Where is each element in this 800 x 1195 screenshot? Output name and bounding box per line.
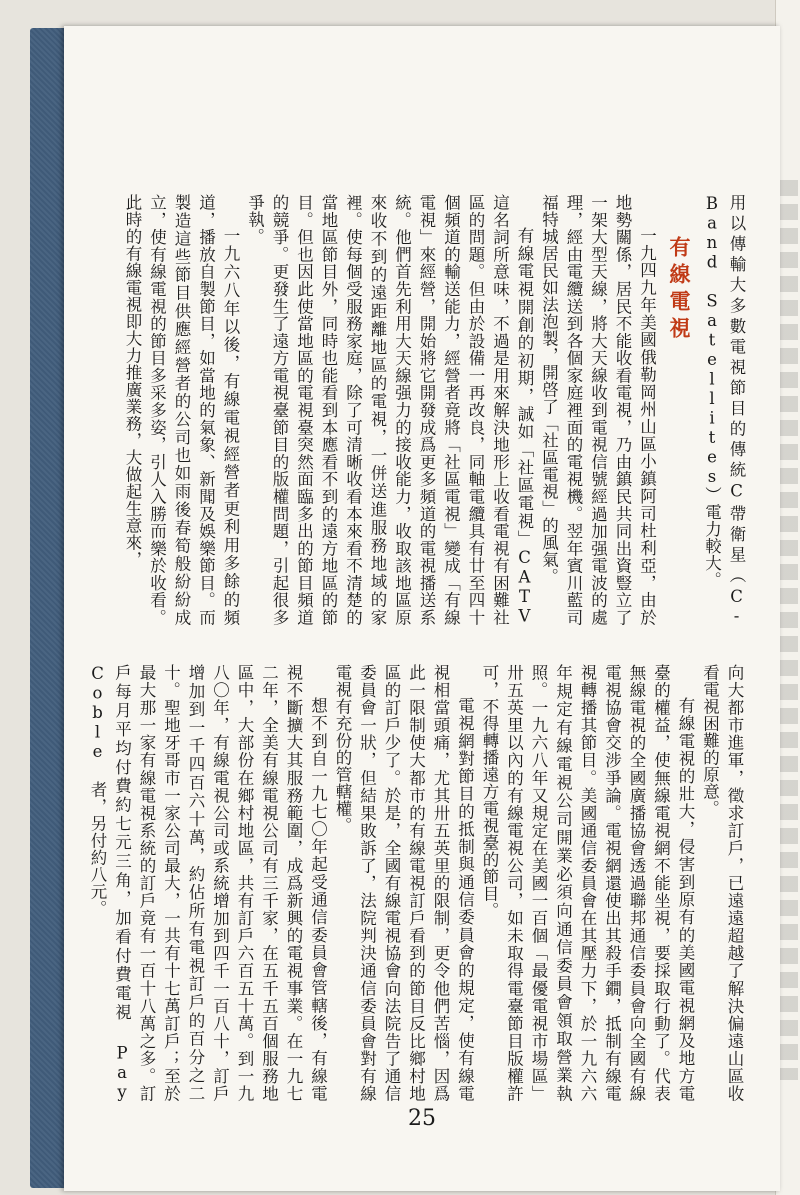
paragraph: 有線電視開創的初期，誠如「社區電視」CATV這名詞所意味，不過是用來解決地形上收看電視有困難社區的問題。但由於設備一再改良，同軸電纜具有廿至四十個頻道的輸送能力，經營者竟將「社區電視」變成「有線電視」來經營，開始將它開發成爲更多頻道的電視播送系統。他們首先利用大天線强力的接收能力，收取該地區原來收不到的遠距離地區的電視，一併送進服務地域的家裡。使每個受服務家庭，除了可清晰收看本來看不清楚的當地區節目外，同時也能看到本應看不到的遠方地區的節目。但也因此使當地區的電視臺突然面臨多出的節目頻道的競爭。更發生了遠方電視臺節目的版權問題，引起很多爭執。: [245, 194, 534, 626]
paragraph: 向大都市進軍，徵求訂戶，已遠遠超越了解決偏遠山區收看電視困難的原意。: [700, 664, 744, 1102]
top-text-block: [123, 194, 748, 626]
paragraph: 想不到自一九七〇年起受通信委員會管轄後，有線電視不斷擴大其服務範圍，成爲新興的電視事業。在一九七二年，全美有線電視公司有三千家，在五千五百個服務地區中，大部份在鄉村地區，共有訂戶六百五十萬。到一九八〇年，有線電視公司或系統增加到四千一百八十，訂戶增加到一千四百六十萬，約佔所有電視訂戶的百分之二十。聖地牙哥市一家公司最大，一共有十七萬訂戶；至於最大那一家有線電視系統的訂戶竟有一百十八萬之多。訂戶每月平均付費約七元三角，加看付費電視 Pay Coble 者，另付約八元。: [88, 664, 328, 1102]
paragraph: 一九四九年美國俄勒岡州山區小鎮阿司杜利亞，由於地勢關係，居民不能收看電視，乃由鎮民共同出資豎立了一架大型天線，將大天線收到電視信號經過加强電波的處理，經由電纜送到各個家庭裡面的電視機。翌年賓川藍司福特城居民如法泡製，開啓了「社區電視」的風氣。: [539, 194, 657, 626]
book-page: [64, 26, 780, 1191]
page-number: 25: [408, 1106, 436, 1131]
paragraph: 電視網對節目的抵制與通信委員會的規定，使有線電視相當頭痛，尤其卅五英里的限制，更令他們苦惱，因爲此一限制使大都市的有線電視訂戶看到的節目反比鄉村地區的訂戶少了。於是，全國有線電視協會向法院告了通信委員會一狀，但結果敗訴了，法院判決通信委員會對有線電視有充份的管轄權。: [333, 664, 475, 1102]
bleed-through-text: [780, 180, 798, 1080]
paragraph: 一九六八年以後，有線電視經營者更利用多餘的頻道，播放自製節目，如當地的氣象、新聞及娛樂節目。而製造這些節目供應經營者的公司也如雨後春筍般紛紛成立，使有線電視的節目多采多姿，引人入勝而樂於收看。此時的有線電視即大力推廣業務，大做起生意來，: [123, 194, 240, 626]
paragraph: 有線電視的壯大，侵害到原有的美國電視網及地方電臺的權益，使無線電視網不能坐視，要採取行動了。代表無線電視的全國廣播協會透過聯邦通信委員會向全國有線電視協會交涉爭論。電視網還使出其殺手鐗，抵制有線電視轉播其節目。美國通信委員會在其壓力下，於一九六六年規定有線電視公司開業必須向通信委員會領取營業執照。一九六八年又規定在美國一百個「最優電視市場區」卅五英里以內的有線電視公司，如未取得電臺節目版權許可，不得轉播遠方電視臺的節目。: [480, 664, 695, 1102]
bottom-text-block: [88, 664, 746, 1102]
section-heading: 有線電視: [667, 236, 691, 344]
intro-paragraph: 用以傳輸大多數電視節目的傳統C帶衛星（C-Band Satellites）電力較大。: [702, 194, 746, 626]
